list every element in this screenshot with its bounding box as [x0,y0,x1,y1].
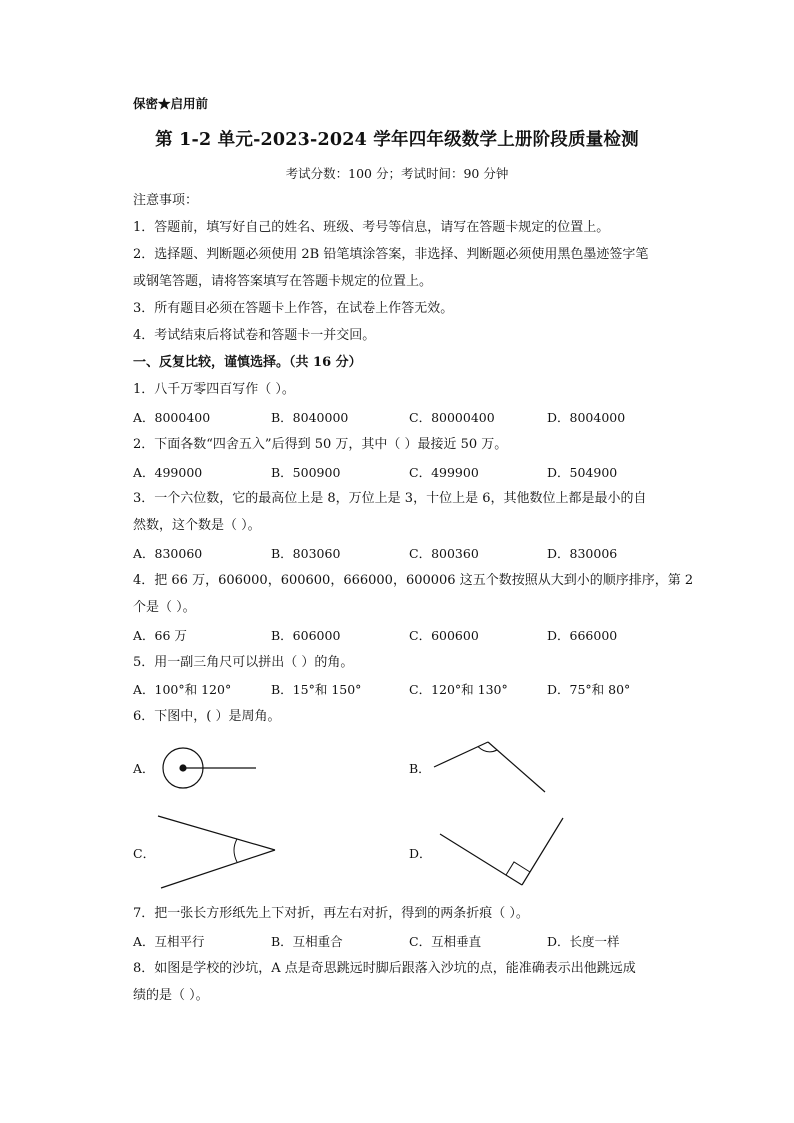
option-d: D．长度一样 [547,934,620,949]
notice-item: 2．选择题、判断题必须使用 2B 铅笔填涂答案，非选择、判断题必须使用黑色墨迹签字笔 [133,247,649,262]
question-stem: 4．把 66 万，606000，600600，666000，600006 这五个数按照从大到小的顺序排序，第 2 [133,573,694,588]
question-stem: 7．把一张长方形纸先上下对折，再左右对折，得到的两条折痕（ ）。 [133,906,529,921]
section-heading: 一、反复比较，谨慎选择。（共 16 分） [133,355,362,370]
question-stem: 3．一个六位数，它的最高位上是 8，万位上是 3，十位上是 6，其他数位上都是最小的自 [133,491,647,506]
question-stem: 1．八千万零四百写作（ ）。 [133,382,295,397]
option-a: A．8000400 [133,410,211,425]
question-stem: 6．下图中，( ）是周角。 [133,709,281,724]
option-b: B．803060 [271,546,341,561]
option-b: B．15°和 150° [271,682,362,697]
option-c: C．800360 [409,546,479,561]
option-b: B．互相重合 [271,934,343,949]
option-a: A． [133,761,155,776]
question-stem: 8．如图是学校的沙坑，A 点是奇思跳远时脚后跟落入沙坑的点，能准确表示出他跳远成 [133,961,636,976]
page-title: 第 1-2 单元-2023-2024 学年四年级数学上册阶段质量检测 [155,130,639,150]
option-c: C． [133,846,156,861]
question-stem: 2．下面各数“四舍五入”后得到 50 万，其中（ ）最接近 50 万。 [133,437,508,452]
option-d: D．666000 [547,628,618,643]
question-stem-cont: 个是（ ）。 [133,600,196,615]
question-stem-cont: 然数，这个数是（ ）。 [133,518,261,533]
option-c: C．499900 [409,465,479,480]
question-stem-cont: 绩的是（ ）。 [133,988,209,1003]
notice-item: 3．所有题目必须在答题卡上作答，在试卷上作答无效。 [133,301,454,316]
obtuse-angle-figure [430,735,550,797]
round-angle-figure [160,745,260,791]
option-d: D． [409,846,432,861]
option-d: D．504900 [547,465,618,480]
right-angle-figure [436,814,568,890]
option-a: A．66 万 [133,628,187,643]
acute-angle-figure [155,812,280,892]
option-b: B．606000 [271,628,341,643]
option-a: A．830060 [133,546,203,561]
option-a: A．100°和 120° [133,682,232,697]
notice-item: 或钢笔答题，请将答案填写在答题卡规定的位置上。 [133,274,433,289]
option-d: D．75°和 80° [547,682,631,697]
confidential-mark: 保密★启用前 [133,96,209,111]
option-c: C．80000400 [409,410,495,425]
question-stem: 5．用一副三角尺可以拼出（ ）的角。 [133,655,354,670]
option-a: A．互相平行 [133,934,205,949]
option-b: B．500900 [271,465,341,480]
option-b: B． [409,761,431,776]
notice-heading: 注意事项： [133,193,199,208]
notice-item: 1．答题前，填写好自己的姓名、班级、考号等信息，请写在答题卡规定的位置上。 [133,220,610,235]
option-d: D．830006 [547,546,618,561]
option-c: C．600600 [409,628,479,643]
option-b: B．8040000 [271,410,349,425]
option-c: C．120°和 130° [409,682,508,697]
option-c: C．互相垂直 [409,934,482,949]
notice-item: 4．考试结束后将试卷和答题卡一并交回。 [133,328,376,343]
option-a: A．499000 [133,465,203,480]
exam-info: 考试分数：100 分；考试时间：90 分钟 [285,166,509,181]
option-d: D．8004000 [547,410,626,425]
